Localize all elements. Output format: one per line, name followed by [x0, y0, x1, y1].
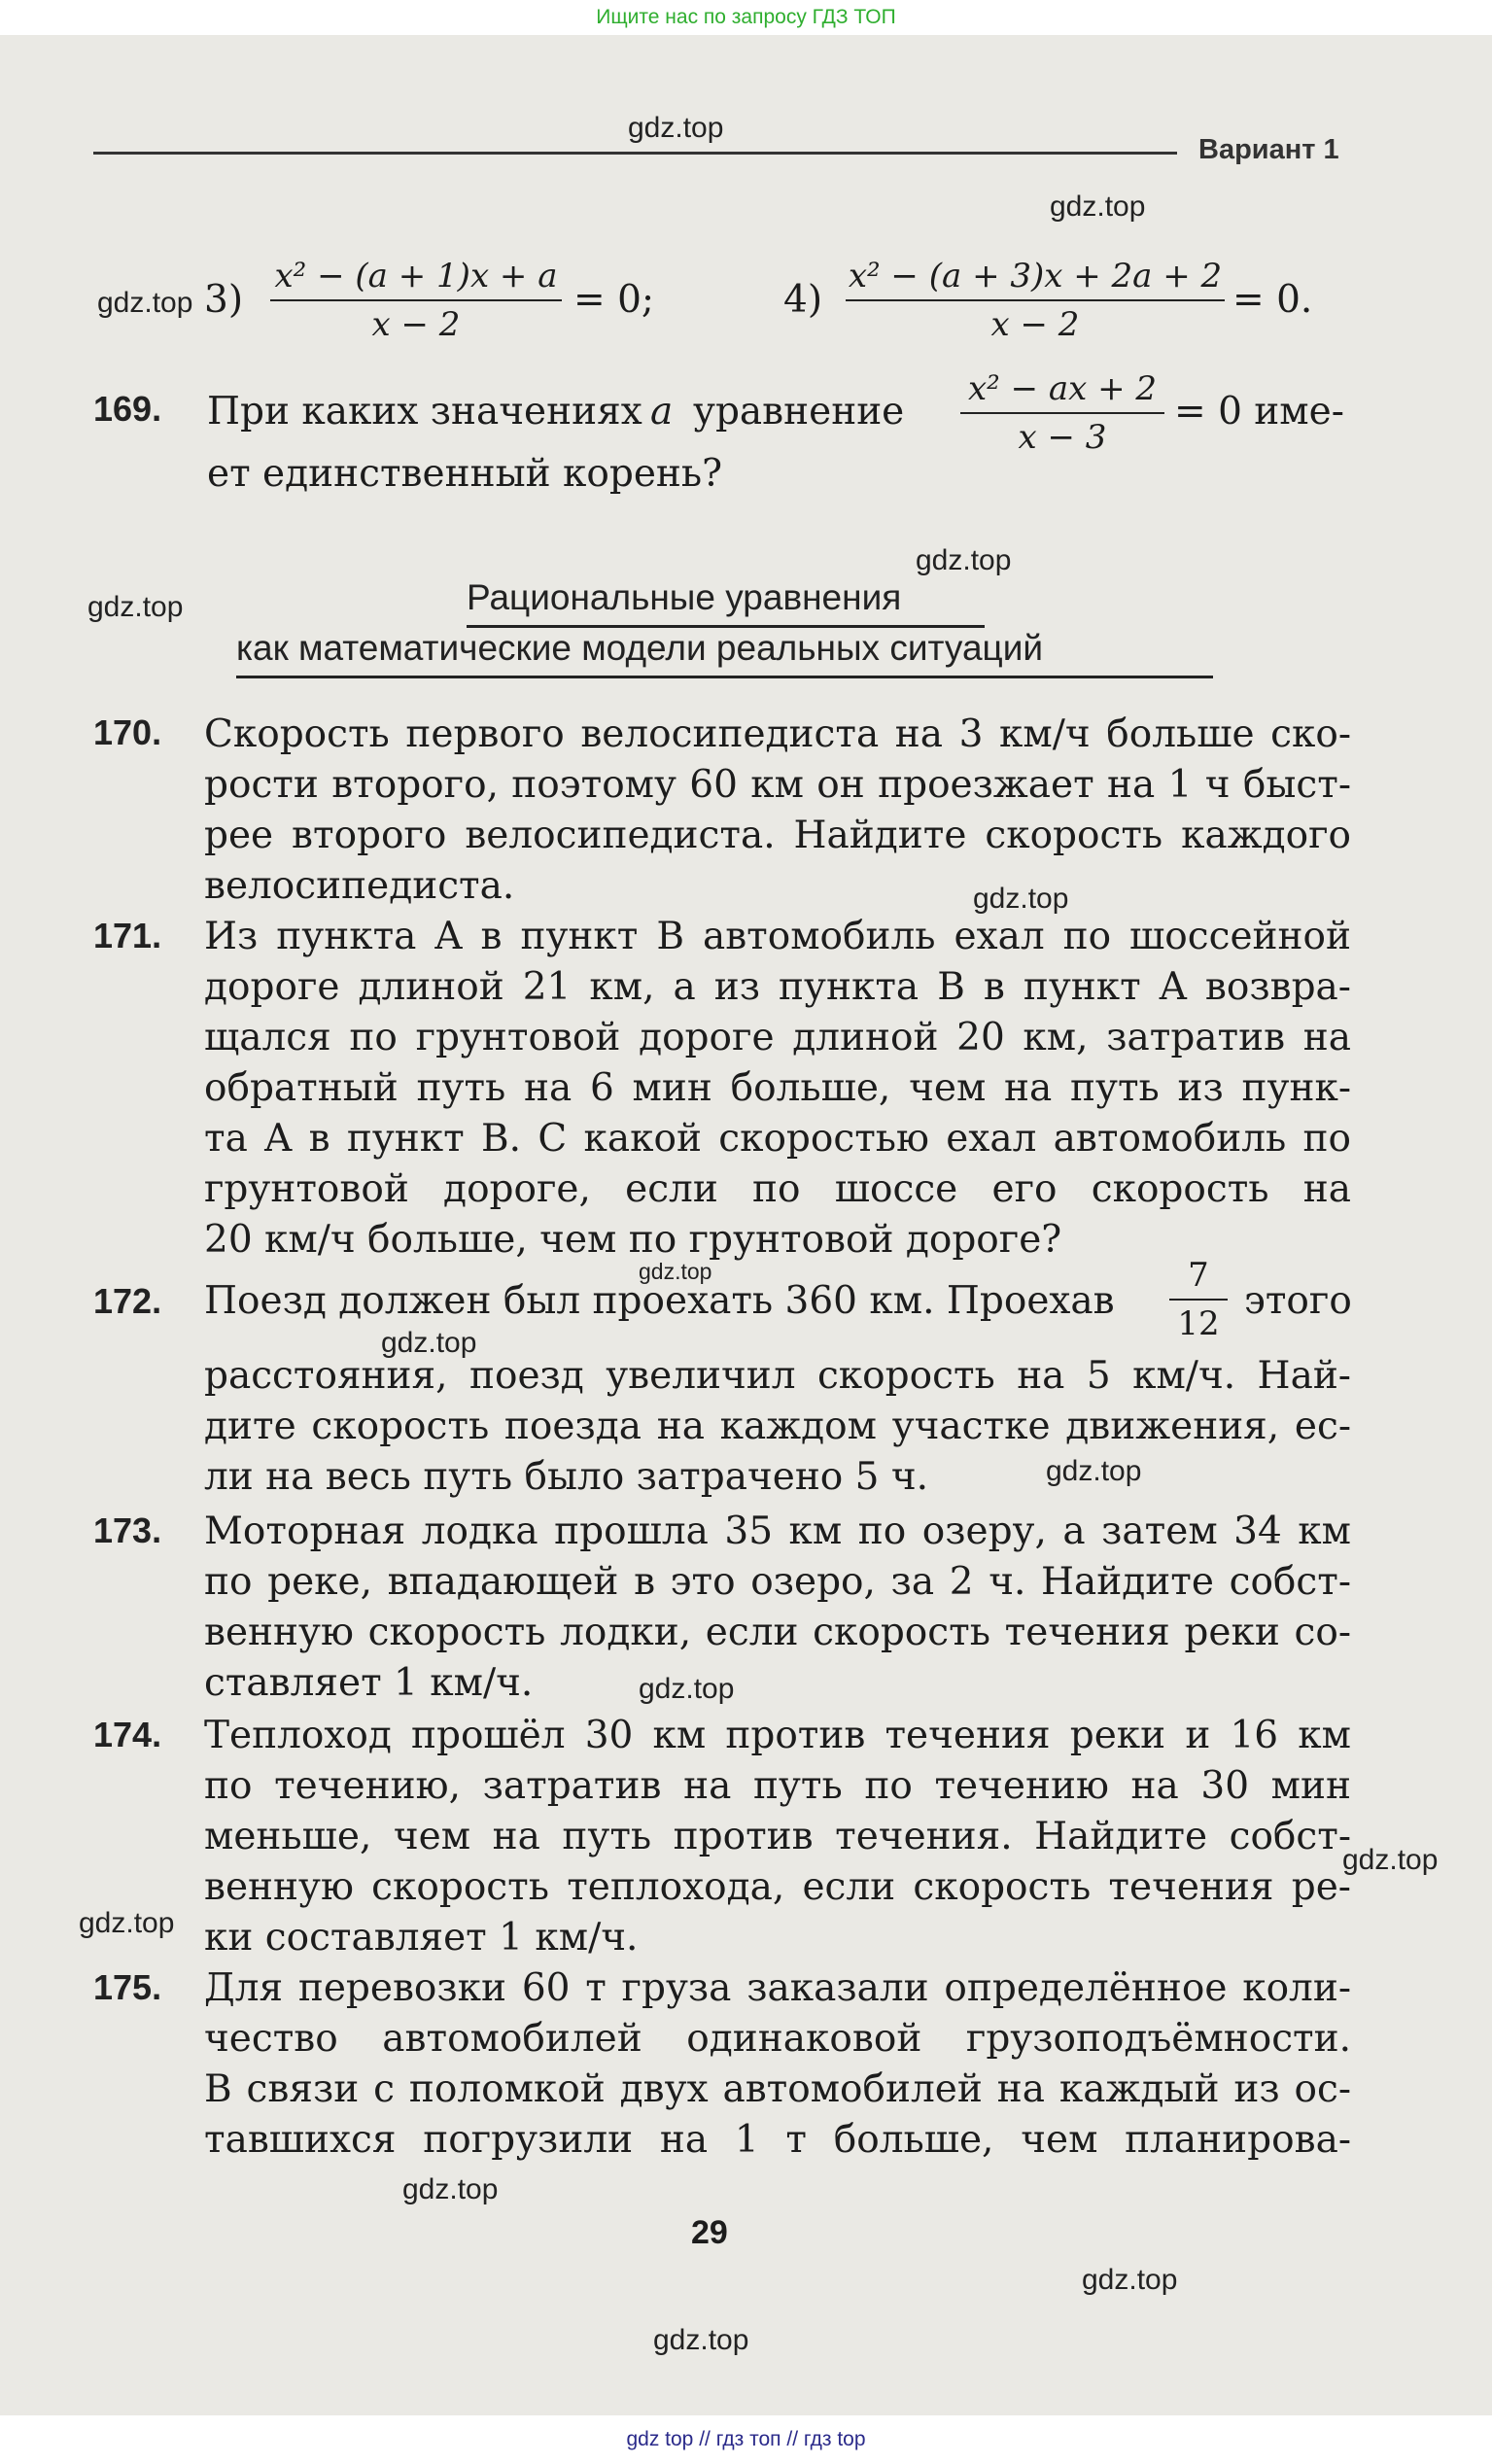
p169-text-a: При каких значениях — [207, 390, 642, 434]
eq3-tail: = 0; — [573, 278, 655, 322]
watermark: gdz.top — [639, 1673, 735, 1705]
p170-line: рости второго, поэтому 60 км он проезжает на 1 ч быст- — [204, 763, 1351, 807]
p171-line: щался по грунтовой дороге длиной 20 км, затратив на — [204, 1016, 1351, 1059]
watermark: gdz.top — [79, 1907, 175, 1939]
p169-denominator: x − 3 — [1018, 418, 1107, 457]
problem-number: 170. — [93, 712, 162, 752]
watermark: gdz.top — [639, 1259, 712, 1284]
watermark: gdz.top — [973, 883, 1069, 915]
variant-label: Вариант 1 — [1198, 134, 1339, 165]
p169-numerator: x² − ax + 2 — [967, 369, 1158, 408]
page-number: 29 — [691, 2214, 728, 2251]
watermark: gdz.top — [653, 2324, 749, 2356]
fraction-bar — [1169, 1299, 1228, 1301]
watermark: gdz.top — [1046, 1455, 1142, 1487]
eq3-numerator: x² − (a + 1)x + a — [274, 257, 558, 295]
eq4-numerator: x² − (a + 3)x + 2a + 2 — [848, 257, 1223, 295]
eq4-denominator: x − 2 — [990, 305, 1080, 344]
p171-line: та A в пункт B. С какой скоростью ехал автомобиль по — [204, 1117, 1351, 1161]
p170-line: рее второго велосипедиста. Найдите скорость каждого — [204, 814, 1351, 857]
p170-line: Скорость первого велосипедиста на 3 км/ч больше ско- — [204, 712, 1351, 756]
p173-line: Моторная лодка прошла 35 км по озеру, а затем 34 км — [204, 1510, 1351, 1553]
p171-line: 20 км/ч больше, чем по грунтовой дороге? — [204, 1218, 1062, 1262]
p175-line: В связи с поломкой двух автомобилей на каждый из ос- — [204, 2067, 1351, 2111]
header-rule — [93, 152, 1177, 155]
problem-number: 171. — [93, 916, 162, 955]
eq4-fraction — [846, 255, 1225, 346]
p170-line: велосипедиста. — [204, 864, 515, 908]
p174-line: по течению, затратив на путь по течению на 30 мин — [204, 1764, 1351, 1808]
p175-line: Для перевозки 60 т груза заказали определённое коли- — [204, 1966, 1351, 2010]
eq3-denominator: x − 2 — [371, 305, 461, 344]
p172-line: дите скорость поезда на каждом участке движения, ес- — [204, 1405, 1351, 1448]
fraction-bar — [846, 299, 1225, 301]
p172-text-b: этого — [1244, 1279, 1352, 1323]
p169-line2: ет единственный корень? — [207, 452, 723, 496]
p171-line: грунтовой дороге, если по шоссе его скорость на — [204, 1167, 1351, 1211]
p169-text-c: = 0 име- — [1174, 390, 1344, 434]
p173-line: венную скорость лодки, если скорость течения реки со- — [204, 1611, 1351, 1654]
problem-number: 175. — [93, 1967, 162, 2007]
fraction-bar — [960, 412, 1164, 414]
eq4-tail: = 0. — [1232, 278, 1313, 322]
p172-numerator: 7 — [1188, 1256, 1209, 1295]
section-underline — [236, 676, 1213, 678]
p172-fraction — [1169, 1254, 1228, 1345]
eq4-label: 4) — [783, 278, 823, 322]
watermark: gdz.top — [1050, 191, 1146, 223]
problem-number: 169. — [93, 389, 162, 429]
section-title-line1: Рациональные уравнения — [467, 577, 902, 617]
p169-fraction — [960, 367, 1164, 459]
eq3-fraction — [270, 255, 562, 346]
p172-line: ли на весь путь было затрачено 5 ч. — [204, 1455, 929, 1499]
top-banner[interactable]: Ищите нас по запросу ГДЗ ТОП — [596, 6, 896, 28]
p174-line: венную скорость теплохода, если скорость течения ре- — [204, 1865, 1351, 1909]
problem-number: 172. — [93, 1281, 162, 1321]
p169-text-b: уравнение — [693, 390, 905, 434]
p174-line: Теплоход прошёл 30 км против течения реки и 16 км — [204, 1714, 1351, 1757]
p175-line: тавшихся погрузили на 1 т больше, чем планирова- — [204, 2118, 1351, 2162]
p172-text-a: Поезд должен был проехать 360 км. Проехав — [204, 1279, 1115, 1323]
fraction-bar — [270, 299, 562, 301]
p174-line: меньше, чем на путь против течения. Найдите собст- — [204, 1815, 1351, 1858]
watermark: gdz.top — [916, 544, 1012, 576]
p171-line: обратный путь на 6 мин больше, чем на путь из пунк- — [204, 1066, 1351, 1110]
watermark: gdz.top — [402, 2173, 499, 2205]
bottom-banner[interactable]: gdz top // гдз топ // гдз top — [626, 2428, 866, 2450]
p174-line: ки составляет 1 км/ч. — [204, 1916, 639, 1960]
eq3-label: 3) — [204, 278, 244, 322]
p175-line: чество автомобилей одинаковой грузоподъёмности. — [204, 2017, 1351, 2061]
p173-line: по реке, впадающей в это озеро, за 2 ч. Найдите собст- — [204, 1560, 1351, 1604]
p172-denominator: 12 — [1177, 1304, 1220, 1343]
watermark: gdz.top — [87, 591, 184, 623]
problem-number: 173. — [93, 1510, 162, 1550]
p171-line: дороге длиной 21 км, а из пункта B в пункт A возвра- — [204, 965, 1351, 1009]
watermark: gdz.top — [628, 112, 724, 144]
p173-line: ставляет 1 км/ч. — [204, 1661, 534, 1705]
watermark: gdz.top — [1342, 1844, 1439, 1876]
p169-var-a: a — [650, 390, 674, 434]
p172-line: расстояния, поезд увеличил скорость на 5 км/ч. Най- — [204, 1354, 1351, 1398]
p171-line: Из пункта A в пункт B автомобиль ехал по шоссейной — [204, 915, 1351, 958]
watermark: gdz.top — [381, 1327, 477, 1359]
problem-number: 174. — [93, 1715, 162, 1754]
watermark: gdz.top — [1082, 2264, 1178, 2296]
watermark: gdz.top — [97, 287, 193, 319]
section-title-line2: как математические модели реальных ситуаций — [236, 628, 1044, 668]
